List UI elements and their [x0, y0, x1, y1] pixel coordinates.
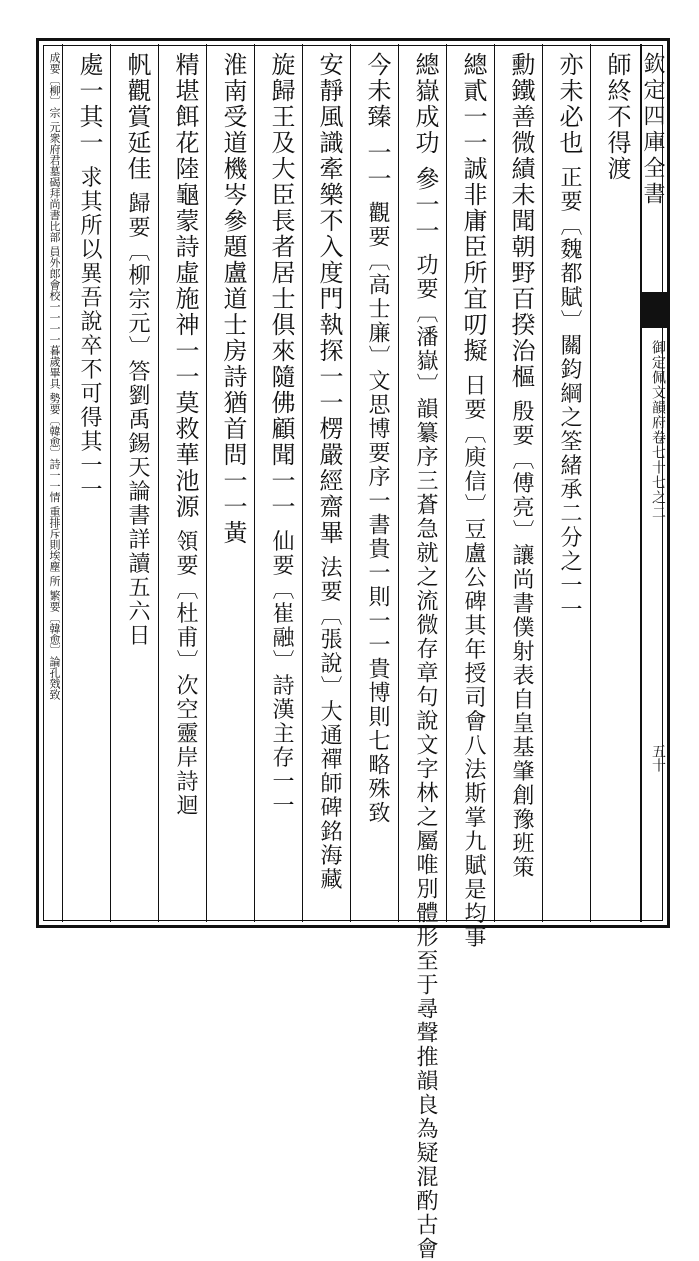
text-column [306, 52, 352, 922]
text-line: 一一 [363, 139, 391, 192]
text-line: 精堪餌花陸龜蒙詩虛施神一一莫救華池源 [171, 52, 199, 520]
text-line: 仙要〔崔融〕詩漢主存一一 [269, 529, 294, 818]
volume-label: 御定佩文韻府卷七十七之二 [650, 340, 666, 520]
text-column [402, 52, 448, 1261]
text-line: 殷要〔傅亮〕讓尚書僕射表自皇基肇創豫班策 [509, 399, 534, 880]
text-column [594, 52, 640, 922]
text-line: 正要〔魏都賦〕關鈞綱之筌緒承二分之一一 [557, 165, 582, 622]
page-number: 五十 [650, 744, 666, 772]
text-line: 亦未必也 [555, 52, 583, 156]
text-column [354, 52, 400, 922]
text-line: 法要〔張說〕大通禪師碑銘海藏 [317, 555, 342, 892]
text-line: 求其所以異吾說卒不可得其一一 [77, 165, 102, 502]
fishtail-mark [642, 292, 668, 328]
text-line: 觀要〔高士廉〕文思博要序一書貴一則一一貴博則七略殊致 [365, 201, 390, 826]
text-line: 總貳一一誠非庸臣所宜叨擬 [459, 52, 487, 364]
text-line: 安靜風識牽樂不入度門執探一一楞嚴經齋畢 [315, 52, 343, 546]
text-line: 勢要〔韓愈〕詩一一情 [48, 392, 61, 503]
text-line: 參一一 [411, 165, 439, 244]
text-column [114, 52, 160, 922]
text-line: 成要〔柳〕宗 [48, 52, 61, 118]
text-line: 所 [48, 575, 61, 587]
text-line: 員外郎會校一一一一暮歲畢具 [48, 246, 61, 389]
text-column [210, 52, 256, 922]
text-column [40, 52, 60, 922]
book-title: 欽定四庫全書 [640, 52, 665, 208]
text-line: 旋歸王及大臣長者居士俱來隨佛顧聞一一 [267, 52, 295, 520]
text-column [450, 52, 496, 950]
text-line: 歸要〔柳宗元〕答劉禹錫天論書詳讀五六日 [125, 191, 150, 648]
text-line: 師終不得渡 [603, 52, 631, 182]
text-line: 元衆府君墓碣拜尚書比部 [48, 121, 61, 243]
header-column [640, 44, 668, 922]
text-column [258, 52, 304, 922]
text-line: 繁要〔韓愈〕論孔戣致 [48, 590, 61, 700]
text-line: 總嶽成功 [411, 52, 439, 156]
text-line: 淮南受道機岑參題盧道士房詩猶首問一一黃 [219, 52, 247, 546]
text-line: 重排斥則埃塵 [48, 506, 61, 572]
text-line: 今未臻 [363, 52, 391, 130]
text-line: 領要〔杜甫〕次空靈岸詩迴 [173, 529, 198, 818]
text-line: 帆觀賞延佳 [123, 52, 151, 182]
text-line: 勳鐵善微績未聞朝野百揆治樞 [507, 52, 535, 390]
column-rule [62, 44, 63, 922]
text-column [162, 52, 208, 922]
text-line: 日要〔庾信〕豆盧公碑其年授司會八法斯掌九賦是均事 [461, 373, 486, 950]
text-column [498, 52, 544, 922]
text-line: 功要〔潘嶽〕韻纂序三蒼急就之流微存章句說文字林之屬唯別體形至于尋聲推韻良為疑混酌古會 [413, 253, 438, 1261]
text-line: 處一其一 [75, 52, 103, 156]
text-column [546, 52, 592, 922]
text-column [66, 52, 112, 922]
